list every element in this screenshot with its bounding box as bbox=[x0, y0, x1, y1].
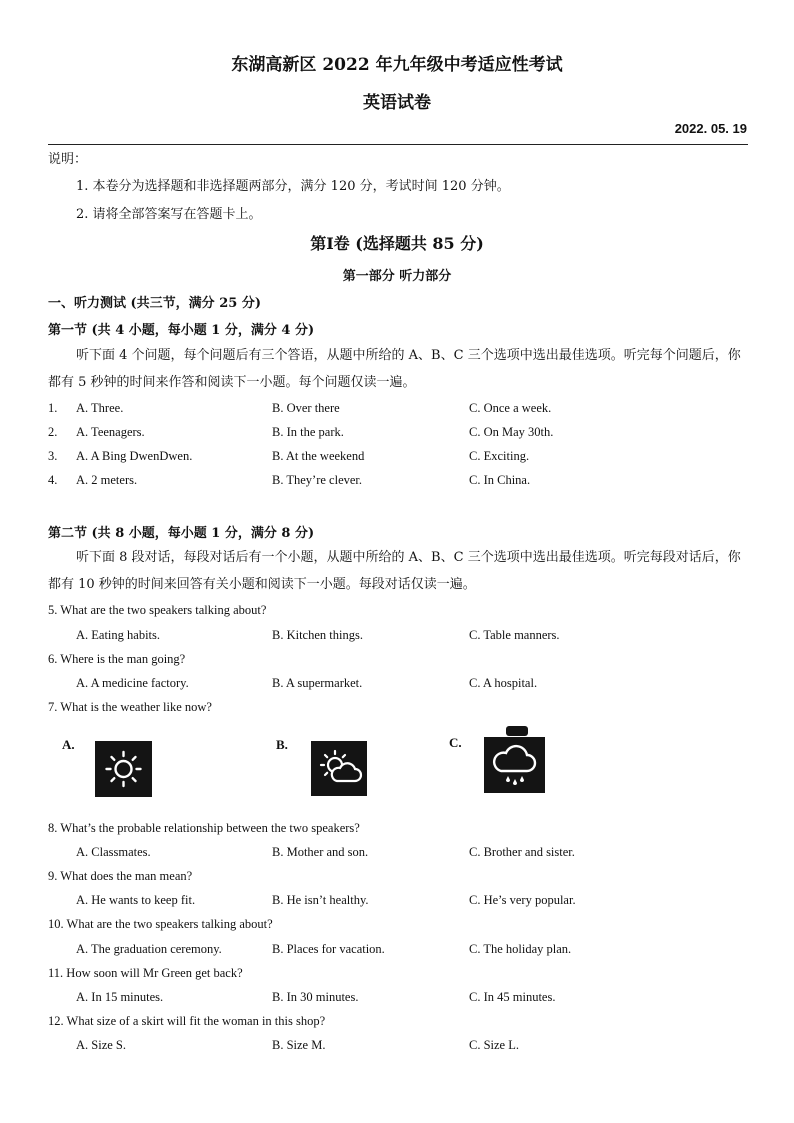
question-stem: 7. What is the weather like now? bbox=[48, 700, 212, 714]
exam-date: 2022. 05. 19 bbox=[674, 121, 747, 136]
part-title: 第一部分 听力部分 bbox=[342, 269, 452, 284]
section1-heading: 第一节 (共 4 小题，每小题 1 分，满分 4 分) bbox=[48, 323, 315, 338]
option-b: B. Places for vacation. bbox=[272, 942, 385, 956]
option-b: B. At the weekend bbox=[272, 449, 365, 463]
note-item-2: 2. 请将全部答案写在答题卡上。 bbox=[76, 207, 262, 222]
option-c: C. In 45 minutes. bbox=[469, 990, 556, 1004]
question-stem: 9. What does the man mean? bbox=[48, 869, 193, 883]
option-c: C. Exciting. bbox=[469, 449, 530, 463]
option-b: B. He isn’t healthy. bbox=[272, 893, 369, 907]
option-a: A. Classmates. bbox=[76, 845, 151, 859]
picture-option-c-label: C. bbox=[449, 735, 462, 750]
option-a: A. He wants to keep fit. bbox=[76, 893, 196, 907]
option-b: B. Mother and son. bbox=[272, 845, 369, 859]
question-stem: 12. What size of a skirt will fit the woman in this shop? bbox=[48, 1014, 326, 1028]
option-c: C. A hospital. bbox=[469, 676, 538, 690]
question-stem: 5. What are the two speakers talking about? bbox=[48, 603, 267, 617]
option-a: A. In 15 minutes. bbox=[76, 990, 164, 1004]
section2-instructions: 听下面 8 段对话，每段对话后有一个小题，从题中所给的 A、B、C 三个选项中选出最佳选项。听完每段对话后，你都有 10 秒钟的时间来回答有关小题和阅读下一小题。每段对话仅读一遍。 bbox=[48, 550, 741, 592]
question-number: 3. bbox=[48, 449, 58, 463]
option-b: B. Size M. bbox=[272, 1038, 326, 1052]
option-a: A. Teenagers. bbox=[76, 425, 145, 439]
exam-title: 东湖高新区 2022 年九年级中考适应性考试 bbox=[231, 55, 563, 75]
sun-icon bbox=[95, 741, 152, 797]
picture-option-a-label: A. bbox=[62, 737, 75, 752]
option-c: C. Size L. bbox=[469, 1038, 519, 1052]
option-b: B. In 30 minutes. bbox=[272, 990, 359, 1004]
option-c: C. He’s very popular. bbox=[469, 893, 576, 907]
option-a: A. Size S. bbox=[76, 1038, 126, 1052]
ink-smudge bbox=[506, 726, 528, 736]
option-a: A. Three. bbox=[76, 401, 124, 415]
option-a: A. A Bing DwenDwen. bbox=[76, 449, 193, 463]
option-a: A. 2 meters. bbox=[76, 473, 138, 487]
volume-title: 第Ⅰ卷 (选择题共 85 分) bbox=[310, 234, 484, 253]
question-stem: 8. What’s the probable relationship between the two speakers? bbox=[48, 821, 360, 835]
question-stem: 6. Where is the man going? bbox=[48, 652, 186, 666]
question-stem: 11. How soon will Mr Green get back? bbox=[48, 966, 243, 980]
exam-subtitle: 英语试卷 bbox=[363, 93, 431, 113]
option-c: C. Once a week. bbox=[469, 401, 552, 415]
option-a: A. Eating habits. bbox=[76, 628, 161, 642]
picture-option-b-label: B. bbox=[276, 737, 288, 752]
note-item-1: 1. 本卷分为选择题和非选择题两部分，满分 120 分，考试时间 120 分钟。 bbox=[76, 179, 510, 194]
option-b: B. In the park. bbox=[272, 425, 344, 439]
notes-label: 说明： bbox=[48, 152, 88, 167]
option-a: A. The graduation ceremony. bbox=[76, 942, 222, 956]
partly-cloudy-icon bbox=[311, 741, 367, 796]
listening-heading: 一、听力测试 (共三节，满分 25 分) bbox=[48, 296, 261, 311]
option-b: B. A supermarket. bbox=[272, 676, 363, 690]
question-stem: 10. What are the two speakers talking about? bbox=[48, 917, 273, 931]
question-number: 1. bbox=[48, 401, 58, 415]
option-b: B. They’re clever. bbox=[272, 473, 363, 487]
header-divider bbox=[48, 144, 748, 145]
option-c: C. Brother and sister. bbox=[469, 845, 575, 859]
option-b: B. Over there bbox=[272, 401, 340, 415]
option-c: C. In China. bbox=[469, 473, 531, 487]
question-number: 4. bbox=[48, 473, 58, 487]
option-a: A. A medicine factory. bbox=[76, 676, 189, 690]
rain-cloud-icon bbox=[484, 737, 545, 793]
section1-instructions: 听下面 4 个问题，每个问题后有三个答语，从题中所给的 A、B、C 三个选项中选出最佳选项。听完每个问题后，你都有 5 秒钟的时间来作答和阅读下一小题。每个问题仅读一遍。 bbox=[48, 348, 741, 390]
option-c: C. The holiday plan. bbox=[469, 942, 572, 956]
option-c: C. On May 30th. bbox=[469, 425, 554, 439]
question-number: 2. bbox=[48, 425, 58, 439]
option-c: C. Table manners. bbox=[469, 628, 560, 642]
section2-heading: 第二节 (共 8 小题，每小题 1 分，满分 8 分) bbox=[48, 526, 315, 541]
option-b: B. Kitchen things. bbox=[272, 628, 363, 642]
